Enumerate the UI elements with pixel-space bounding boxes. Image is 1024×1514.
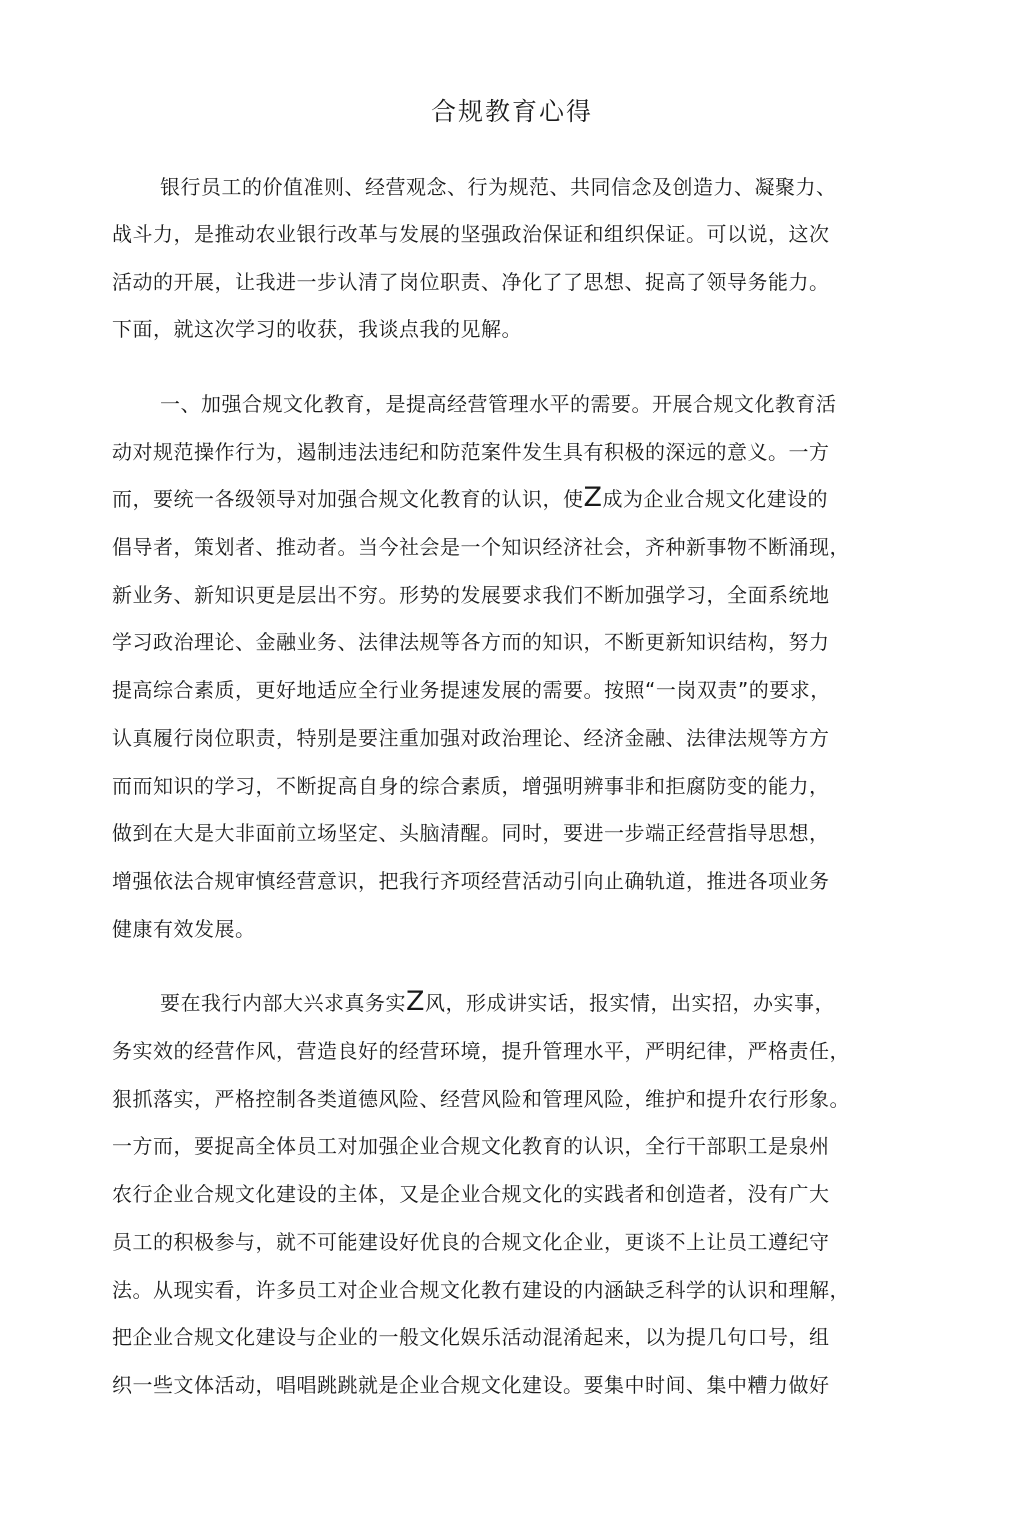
paragraph-3-line-2: 务实效的经营作风，营造良好的经营环境，提升管理水平，严明纪律，严格责任，	[112, 1039, 850, 1063]
line-1-part-a: 要在我行内部大兴求真务实	[160, 991, 406, 1015]
paragraph-2-line-9: 而而知识的学习，不断捉高自身的综合素质，增强明辨事非和拒腐防变的能力，	[112, 774, 830, 798]
paragraph-2-line-12: 健康有效发展。	[112, 917, 256, 941]
line-1-part-b: 风，形成讲实话，报实情，出实招，办实事，	[425, 991, 835, 1015]
paragraph-1-line-4: 下面，就这次学习的收获，我谈点我的见解。	[112, 317, 522, 341]
paragraph-3-line-6: 员工的积极参与，就不可能建设好优良的合规文化企业，更谈不上让员工遵纪守	[112, 1230, 830, 1254]
paragraph-3-line-9: 织一些文体活动，唱唱跳跳就是企业合规文化建设。要集中时间、集中糟力做好	[112, 1373, 830, 1397]
line-3-part-a: 而，要统一各级领导对加强合规文化教育的认识，使	[112, 487, 584, 511]
paragraph-2-line-5: 新业务、新知识更是层出不穷。形势的发展要求我们不断加强学习，全面系统地	[112, 583, 830, 607]
paragraph-2-line-6: 学习政治理论、金融业务、法律法规等各方而的知识，不断更新知识结构，努力	[112, 630, 830, 654]
paragraph-2-line-11: 增强依法合规审慎经营意识，把我行齐项经营活动引向止确轨道，推进各项业务	[112, 869, 830, 893]
z-glyph: Z	[583, 482, 603, 513]
paragraph-2-line-10: 做到在大是大非面前立场坚定、头脑清醒。同时，要进一步端正经营指导思想，	[112, 821, 830, 845]
paragraph-2-line-8: 认真履行岗位职责，特别是要注重加强对政治理论、经济金融、法律法规等方方	[112, 726, 830, 750]
paragraph-3-line-1	[160, 988, 835, 1018]
paragraph-2-line-7: 提高综合素质，更好地适应全行业务提速发展的需要。按照“一岗双责”的要求，	[112, 678, 831, 702]
paragraph-2-line-1: 一、加强合规文化教育，是提高经营管理水平的需要。开展合规文化教育活	[160, 392, 837, 416]
paragraph-3-line-3: 狠抓落实，严格控制各类道德风险、经营风险和管理风险，维护和提升农行形象。	[112, 1087, 850, 1111]
paragraph-2-line-4: 倡导者，策划者、推动者。当今社会是一个知识经济社会，齐种新事物不断涌现，	[112, 535, 850, 559]
paragraph-1-line-1: 银行员工的价值准则、经营观念、行为规范、共同信念及创造力、凝聚力、	[160, 175, 837, 199]
paragraph-3-line-7: 法。从现实看，许多员工对企业合规文化教冇建设的内涵缺乏科学的认识和理解，	[112, 1278, 850, 1302]
paragraph-3-line-5: 农行企业合规文化建设的主体，又是企业合规文化的实践者和创造者，没有广大	[112, 1182, 830, 1206]
document-title: 合规教育心得	[430, 97, 593, 126]
paragraph-2-line-2: 动对规范操作行为，遏制违法违纪和防范案件发生具有积极的深远的意义。一方	[112, 440, 830, 464]
paragraph-3-line-4: 一方而，要捉高全体员工对加强企业合规文化教育的认识，全行干部职工是泉州	[112, 1134, 830, 1158]
z-glyph-2: Z	[406, 986, 425, 1017]
line-3-part-b: 成为企业合规文化建设的	[602, 487, 828, 511]
paragraph-3-line-8: 把企业合规文化建设与企业的一般文化娱乐活动混淆起来，以为提几句口号，组	[112, 1325, 830, 1349]
paragraph-2-line-3	[112, 484, 828, 514]
paragraph-1-line-3: 活动的开展，让我进一步认清了岗位职责、净化了了思想、捉高了领导务能力。	[112, 270, 830, 294]
paragraph-1-line-2: 战斗力，是推动农业银行改革与发展的坚强政治保证和组织保证。可以说，这次	[112, 222, 830, 246]
